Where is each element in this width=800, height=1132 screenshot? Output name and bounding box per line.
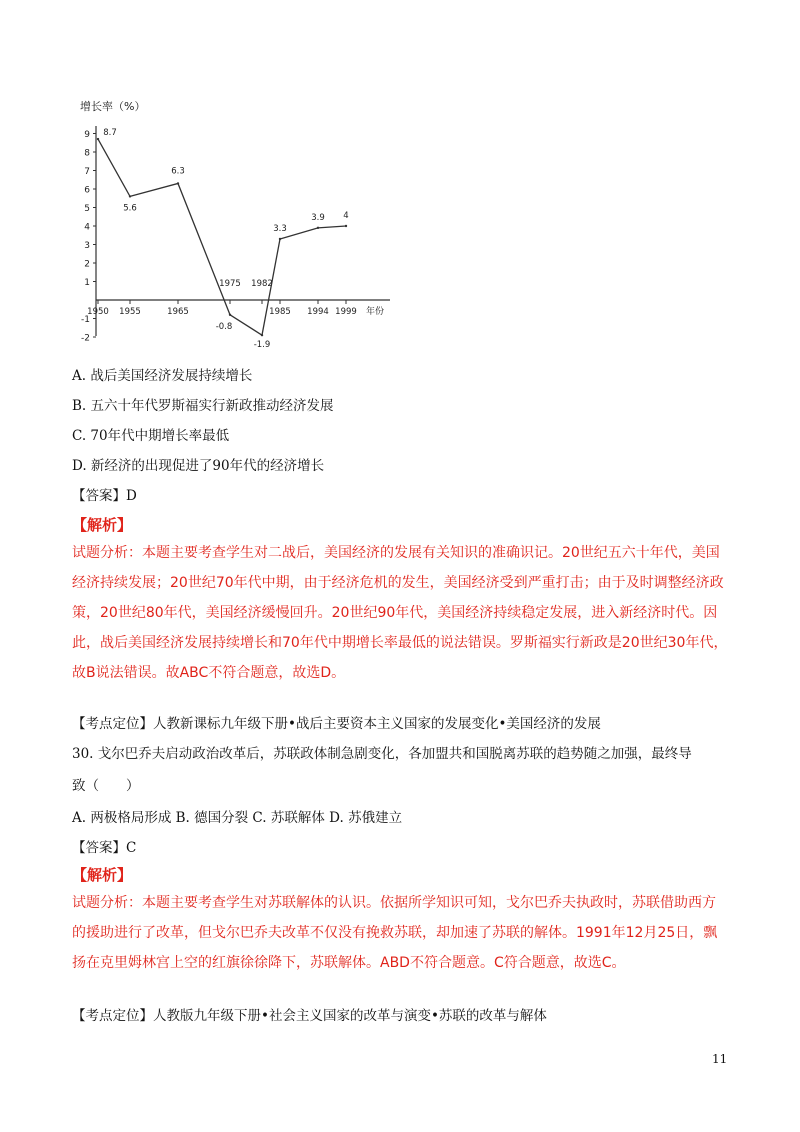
data-label: -1.9 [253, 340, 271, 350]
data-point [345, 225, 347, 227]
growth-rate-chart [60, 90, 400, 350]
answer-29: 【答案】D [72, 488, 137, 504]
option-d: D. 新经济的出现促进了90年代的经济增长 [72, 458, 325, 474]
data-label: 6.3 [171, 166, 185, 177]
x-tick-label: 1950 [87, 307, 109, 317]
data-label: 8.7 [103, 128, 117, 139]
y-tick-label: 6 [84, 185, 90, 196]
y-axis-title: 增长率（%） [80, 100, 146, 113]
option-b: B. 五六十年代罗斯福实行新政推动经济发展 [72, 398, 334, 414]
analysis-29 [72, 538, 732, 688]
analysis-29-line: 试题分析：本题主要考查学生对二战后，美国经济的发展有关知识的准确识记。20世纪五六十年代，美国 [72, 545, 720, 561]
y-tick-label: 7 [84, 167, 90, 177]
y-tick-label: 3 [84, 241, 90, 251]
y-tick-label: -2 [81, 333, 90, 344]
y-tick-label: 4 [84, 222, 90, 233]
answer-30: 【答案】C [72, 840, 137, 856]
y-tick-label: 9 [84, 130, 90, 140]
analysis-30-line: 扬在克里姆林宫上空的红旗徐徐降下，苏联解体。ABD不符合题意。C符合题意，故选C。 [72, 955, 626, 971]
data-line [98, 139, 349, 335]
data-point [261, 334, 263, 336]
data-point [177, 182, 179, 184]
page-number: 11 [712, 1052, 728, 1066]
data-point [279, 238, 281, 240]
analysis-29-line: 此，战后美国经济发展持续增长和70年代中期增长率最低的说法错误。罗斯福实行新政是20世纪30年代， [72, 635, 728, 651]
data-label: 5.6 [123, 203, 137, 214]
q30-stem-1: 30. 戈尔巴乔夫启动政治改革后，苏联政体制急剧变化，各加盟共和国脱离苏联的趋势随之加强，最终导 [72, 746, 692, 762]
data-label: 3.3 [273, 223, 287, 234]
analysis-label-30: 【解析】 [72, 866, 133, 884]
q30-options: A. 两极格局形成 B. 德国分裂 C. 苏联解体 D. 苏俄建立 [72, 810, 403, 826]
x-tick-label: 1999 [335, 307, 357, 317]
data-point [229, 314, 231, 316]
data-label: 3.9 [311, 212, 325, 223]
x-tick-label: 1955 [119, 307, 141, 317]
data-point [97, 138, 99, 140]
x-tick-label: 1994 [307, 307, 329, 317]
option-a: A. 战后美国经济发展持续增长 [72, 368, 253, 384]
analysis-30 [72, 888, 732, 978]
data-label: -0.8 [215, 321, 233, 332]
y-tick-label: 2 [84, 259, 90, 270]
data-point [317, 227, 319, 229]
analysis-30-line: 试题分析：本题主要考查学生对苏联解体的认识。依据所学知识可知，戈尔巴乔夫执政时，苏联借助西方 [72, 895, 716, 911]
y-tick-label: 1 [84, 278, 90, 288]
data-point [129, 195, 131, 197]
x-tick-label: 1985 [269, 307, 291, 317]
analysis-29-line: 故B说法错误。故ABC不符合题意，故选D。 [72, 665, 346, 681]
y-tick-label: 8 [84, 148, 90, 159]
kaodian-30: 【考点定位】人教版九年级下册•社会主义国家的改革与演变•苏联的改革与解体 [72, 1008, 547, 1024]
analysis-29-line: 经济持续发展；20世纪70年代中期，由于经济危机的发生，美国经济受到严重打击；由于及时调整经济政 [72, 575, 724, 591]
x-axis-title: 年份 [366, 307, 385, 317]
x-tick-label: 1965 [167, 307, 189, 317]
option-c: C. 70年代中期增长率最低 [72, 428, 230, 444]
analysis-label-29: 【解析】 [72, 516, 133, 534]
q30-stem-2: 致（ ） [72, 778, 140, 794]
kaodian-29: 【考点定位】人教新课标九年级下册•战后主要资本主义国家的发展变化•美国经济的发展 [72, 716, 601, 732]
y-tick-label: 5 [84, 204, 90, 214]
analysis-29-line: 策，20世纪80年代，美国经济缓慢回升。20世纪90年代，美国经济持续稳定发展，进入新经济时代。因 [72, 605, 718, 621]
y-tick-label: -1 [81, 315, 90, 325]
data-label: 4 [343, 211, 349, 221]
x-tick-label: 1982 [251, 279, 273, 289]
x-tick-label: 1975 [219, 279, 241, 289]
analysis-30-line: 的援助进行了改革，但戈尔巴乔夫改革不仅没有挽救苏联，却加速了苏联的解体。1991年12月25日，飘 [72, 925, 718, 941]
